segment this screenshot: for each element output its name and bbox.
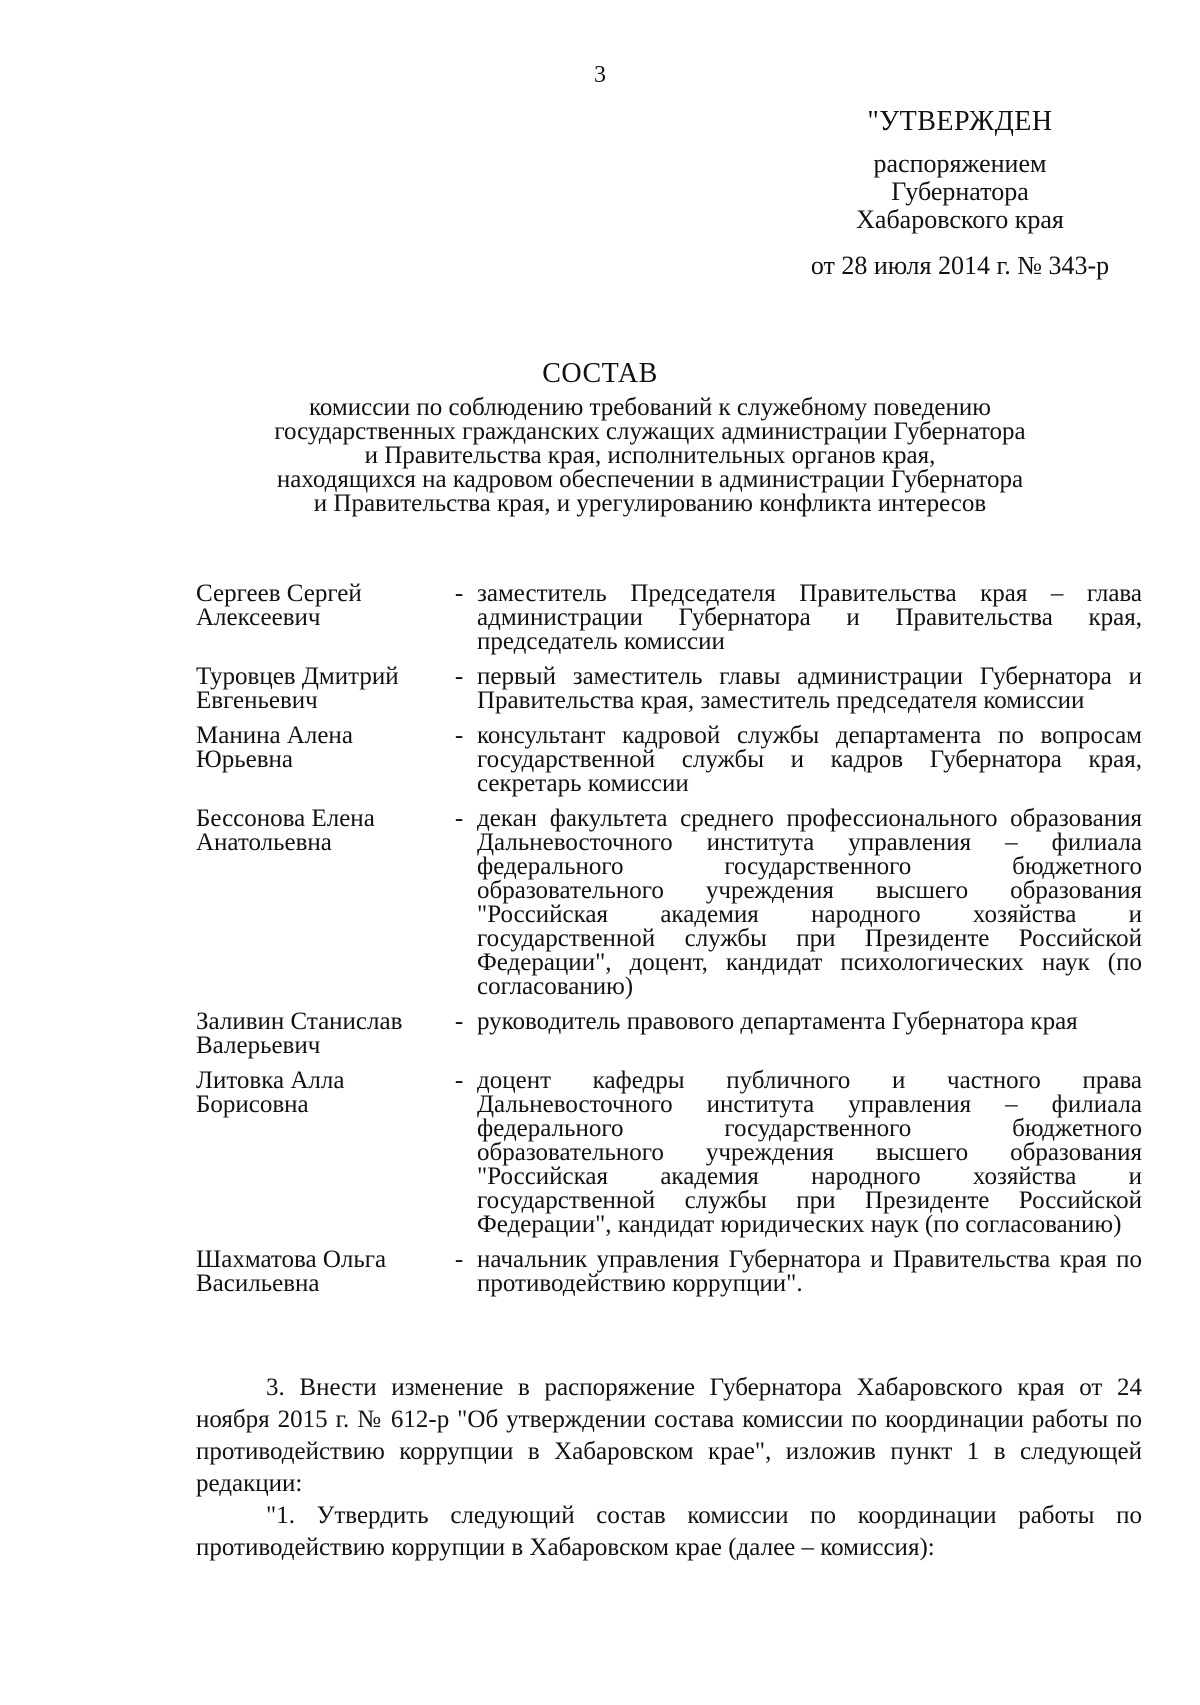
subtitle-line: и Правительства края, исполнительных органов края, bbox=[364, 442, 936, 469]
member-dash: - bbox=[454, 1067, 464, 1094]
member-row bbox=[196, 665, 1142, 713]
approved-heading: "УТВЕРЖДЕН bbox=[867, 106, 1053, 137]
member-name: Туровцев Дмитрий Евгеньевич bbox=[196, 663, 399, 714]
member-role: заместитель Председателя Правительства края – глава администрации Губернатора и Правительства края, председатель комиссии bbox=[477, 580, 1142, 655]
member-row bbox=[196, 1010, 1142, 1058]
subtitle-line: и Правительства края, и урегулированию конфликта интересов bbox=[313, 490, 987, 517]
member-name: Литовка Алла Борисовна bbox=[196, 1067, 345, 1118]
member-dash: - bbox=[454, 663, 464, 690]
paragraph-quoted-item: "1. Утвердить следующий состав комиссии по координации работы по противодействию коррупции в Хабаровском крае (далее – комиссия): bbox=[196, 1502, 1142, 1561]
member-name: Шахматова Ольга Васильевна bbox=[196, 1246, 387, 1297]
commission-member-list bbox=[196, 582, 1142, 1307]
document-title: СОСТАВ bbox=[542, 358, 658, 389]
member-role: руководитель правового департамента Губернатора края bbox=[477, 1008, 1078, 1035]
member-row bbox=[196, 724, 1142, 796]
page-number: 3 bbox=[594, 62, 606, 88]
member-dash: - bbox=[454, 1246, 464, 1273]
member-role: доцент кафедры публичного и частного права Дальневосточного института управления – филиала федерального государственного бюджетного образовательного учреждения высшего образования "Российская академия народного хозяйства и государственной службы при Президенте Российской Федерации", кандидат юридических наук (по согласованию) bbox=[477, 1067, 1142, 1238]
member-role: первый заместитель главы администрации Губернатора и Правительства края, заместитель председателя комиссии bbox=[477, 663, 1142, 714]
member-name: Бессонова Елена Анатольевна bbox=[196, 805, 375, 856]
subtitle-line: комиссии по соблюдению требований к служебному поведению bbox=[309, 394, 991, 421]
member-row bbox=[196, 807, 1142, 999]
member-name: Заливин Станислав Валерьевич bbox=[196, 1008, 403, 1059]
member-dash: - bbox=[454, 805, 464, 832]
document-subtitle bbox=[200, 396, 1100, 516]
approval-order-date: от 28 июля 2014 г. № 343-р bbox=[810, 251, 1110, 280]
subtitle-line: находящихся на кадровом обеспечении в администрации Губернатора bbox=[276, 466, 1024, 493]
member-row bbox=[196, 1069, 1142, 1237]
approval-stamp-block bbox=[790, 108, 1130, 280]
paragraph-amendment: 3. Внести изменение в распоряжение Губернатора Хабаровского края от 24 ноября 2015 г. № 612-р "Об утверждении состава комиссии по координации работы по противодействию коррупции в Хабаровском крае", изложив пункт 1 в следующей редакции: bbox=[196, 1374, 1142, 1497]
member-role: начальник управления Губернатора и Правительства края по противодействию коррупции". bbox=[477, 1246, 1142, 1297]
body-paragraphs bbox=[196, 1372, 1142, 1564]
member-role: консультант кадровой службы департамента по вопросам государственной службы и кадров Губернатора края, секретарь комиссии bbox=[477, 722, 1142, 797]
member-name: Сергеев Сергей Алексеевич bbox=[196, 580, 362, 631]
member-dash: - bbox=[454, 722, 464, 749]
approval-line-order: распоряжением bbox=[873, 149, 1047, 178]
approval-line-governor: Губернатора bbox=[891, 177, 1029, 206]
member-dash: - bbox=[454, 1008, 464, 1035]
member-name: Манина Алена Юрьевна bbox=[196, 722, 353, 773]
member-row bbox=[196, 1248, 1142, 1296]
subtitle-line: государственных гражданских служащих администрации Губернатора bbox=[274, 418, 1026, 445]
member-role: декан факультета среднего профессионального образования Дальневосточного института управления – филиала федерального государственного бюджетного образовательного учреждения высшего образования "Российская академия народного хозяйства и государственной службы при Президенте Российской Федерации", доцент, кандидат психологических наук (по согласованию) bbox=[477, 805, 1142, 1000]
member-row bbox=[196, 582, 1142, 654]
member-dash: - bbox=[454, 580, 464, 607]
approval-line-region: Хабаровского края bbox=[856, 205, 1064, 234]
